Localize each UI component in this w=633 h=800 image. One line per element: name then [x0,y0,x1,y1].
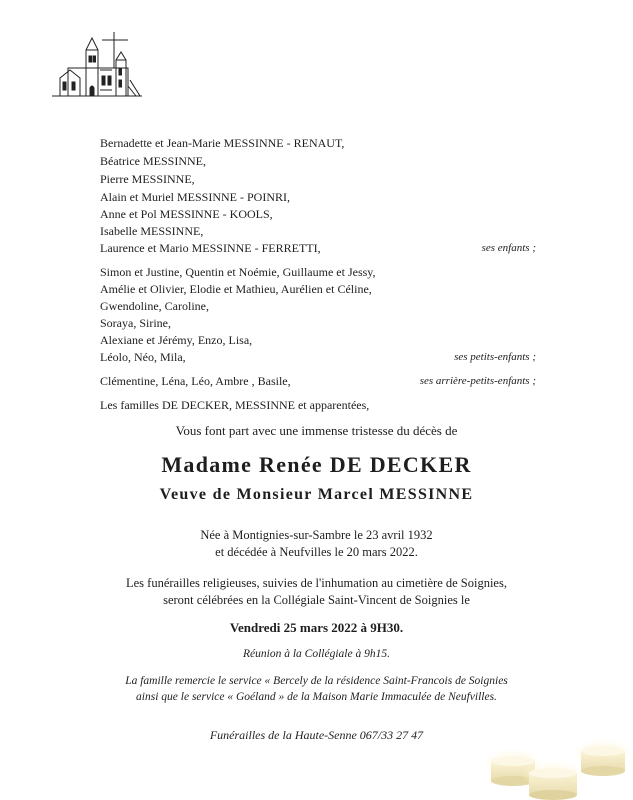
funeral-home-footer: Funérailles de la Haute-Senne 067/33 27 47 [209,728,424,742]
church-illustration [50,30,145,100]
child-line: Pierre MESSINNE, [100,172,195,186]
grandchildren-label: ses petits-enfants ; [454,351,536,363]
child-line: Anne et Pol MESSINNE - KOOLS, [100,207,273,221]
thanks-line-1: La famille remercie le service « Bercely de la résidence Saint-Francois de Soignies [125,675,508,687]
meeting-line: Réunion à la Collégiale à 9h15. [243,648,390,660]
funeral-date: Vendredi 25 mars 2022 à 9H30. [229,620,404,635]
grandchild-line: Soraya, Sirine, [100,316,171,330]
families-line: Les familles DE DECKER, MESSINNE et apparentées, [100,398,370,412]
child-line: Béatrice MESSINNE, [100,154,206,168]
candles-illustration [473,735,633,800]
child-line: Isabelle MESSINNE, [100,224,204,238]
grandchild-line: Gwendoline, Caroline, [100,299,209,313]
death-line: et décédée à Neufvilles le 20 mars 2022. [215,545,418,559]
child-line: Laurence et Mario MESSINNE - FERRETTI, [100,241,321,255]
child-line: Bernadette et Jean-Marie MESSINNE - RENAUT, [100,136,345,150]
grandchild-line: Alexiane et Jérémy, Enzo, Lisa, [100,333,253,347]
child-line: Alain et Muriel MESSINNE - POINRI, [100,190,290,204]
birth-line: Née à Montignies-sur-Sambre le 23 avril 1932 [200,528,433,542]
grandchild-line: Léolo, Néo, Mila, [100,350,186,364]
thanks-line-2: ainsi que le service « Goéland » de la Maison Marie Immaculée de Neufvilles. [136,691,497,703]
funeral-line-2: seront célébrées en la Collégiale Saint-Vincent de Soignies le [163,593,470,607]
announcement: Vous font part avec une immense tristesse du décès de [175,423,458,438]
grandchild-line: Amélie et Olivier, Elodie et Mathieu, Aurélien et Céline, [100,282,372,296]
widow-of: Veuve de Monsieur Marcel MESSINNE [159,486,474,503]
deceased-name: Madame Renée DE DECKER [161,452,472,477]
great-grandchildren-line: Clémentine, Léna, Léo, Ambre , Basile, [100,374,291,388]
grandchild-line: Simon et Justine, Quentin et Noémie, Guillaume et Jessy, [100,265,376,279]
children-label: ses enfants ; [481,242,536,254]
great-grandchildren-label: ses arrière-petits-enfants ; [419,375,536,387]
funeral-line-1: Les funérailles religieuses, suivies de l'inhumation au cimetière de Soignies, [126,576,507,590]
